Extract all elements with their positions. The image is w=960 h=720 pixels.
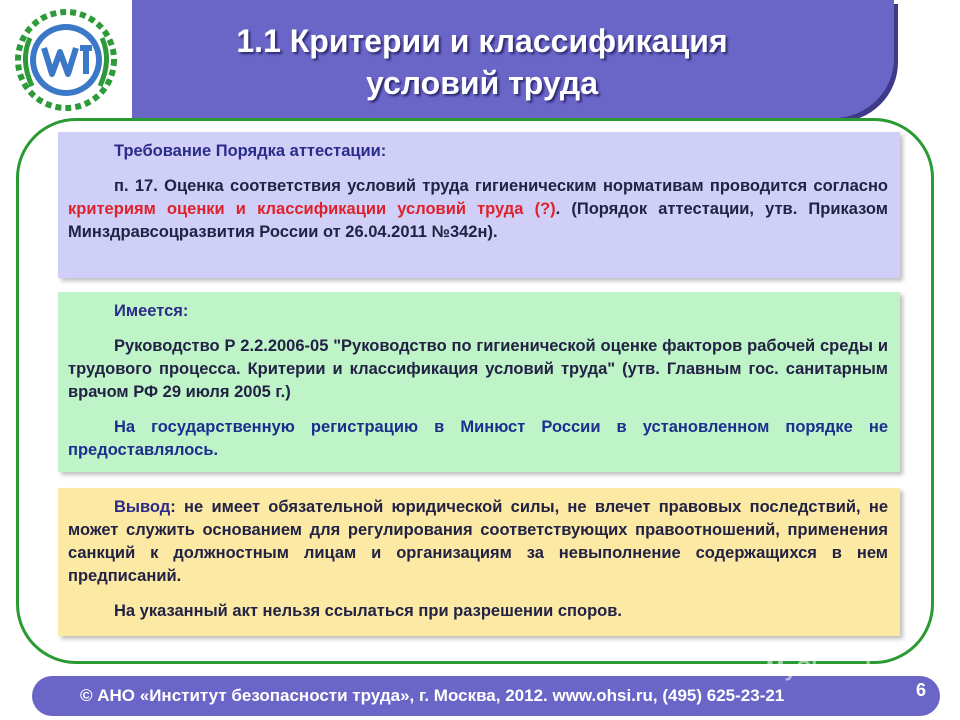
watermark: MyShared <box>766 656 872 681</box>
title-line-1: 1.1 Критерии и классификация <box>236 23 728 59</box>
available-note: На государственную регистрацию в Минюст России в установленном порядке не предоставлялось. <box>68 418 888 459</box>
available-heading: Имеется: <box>114 302 189 320</box>
requirement-box <box>58 132 900 278</box>
conclusion-text-2: На указанный акт нельзя ссылаться при разрешении споров. <box>114 602 622 620</box>
conclusion-body: : не имеет обязательной юридической силы, не влечет правовых последствий, не может служить основанием для регулирования соответствующих правоотношений, применения санкций к должностным лицам и организациям за невыполнение содержащихся в нем предписаний. <box>68 498 888 585</box>
institute-logo <box>10 8 122 112</box>
requirement-text-after: . (Порядок аттестации, утв. Приказом Минздравсоцразвития России от 26.04.2011 №342н). <box>68 200 888 241</box>
requirement-text-before: п. 17. Оценка соответствия условий труда гигиеническим нормативам проводится согласно <box>114 177 888 195</box>
conclusion-text <box>68 496 888 588</box>
footer-text: © АНО «Институт безопасности труда», г. Москва, 2012. www.ohsi.ru, (495) 625-23-21 <box>80 686 785 705</box>
available-box <box>58 292 900 472</box>
conclusion-label: Вывод <box>114 498 171 516</box>
requirement-heading: Требование Порядка аттестации: <box>114 142 387 160</box>
requirement-highlight: критериям оценки и классификации условий труда (?) <box>68 200 556 218</box>
conclusion-box <box>58 488 900 636</box>
page-title <box>132 20 832 104</box>
title-line-2: условий труда <box>365 65 599 101</box>
requirement-text <box>68 175 888 244</box>
page-number: 6 <box>915 680 926 700</box>
footer-bar <box>32 676 940 716</box>
available-text: Руководство Р 2.2.2006-05 "Руководство по гигиенической оценке факторов рабочей среды и трудового процесса. Критерии и классификация условий труда" (утв. Главным гос. санитарным врачом РФ 29 июля 2005 г.) <box>68 337 888 401</box>
